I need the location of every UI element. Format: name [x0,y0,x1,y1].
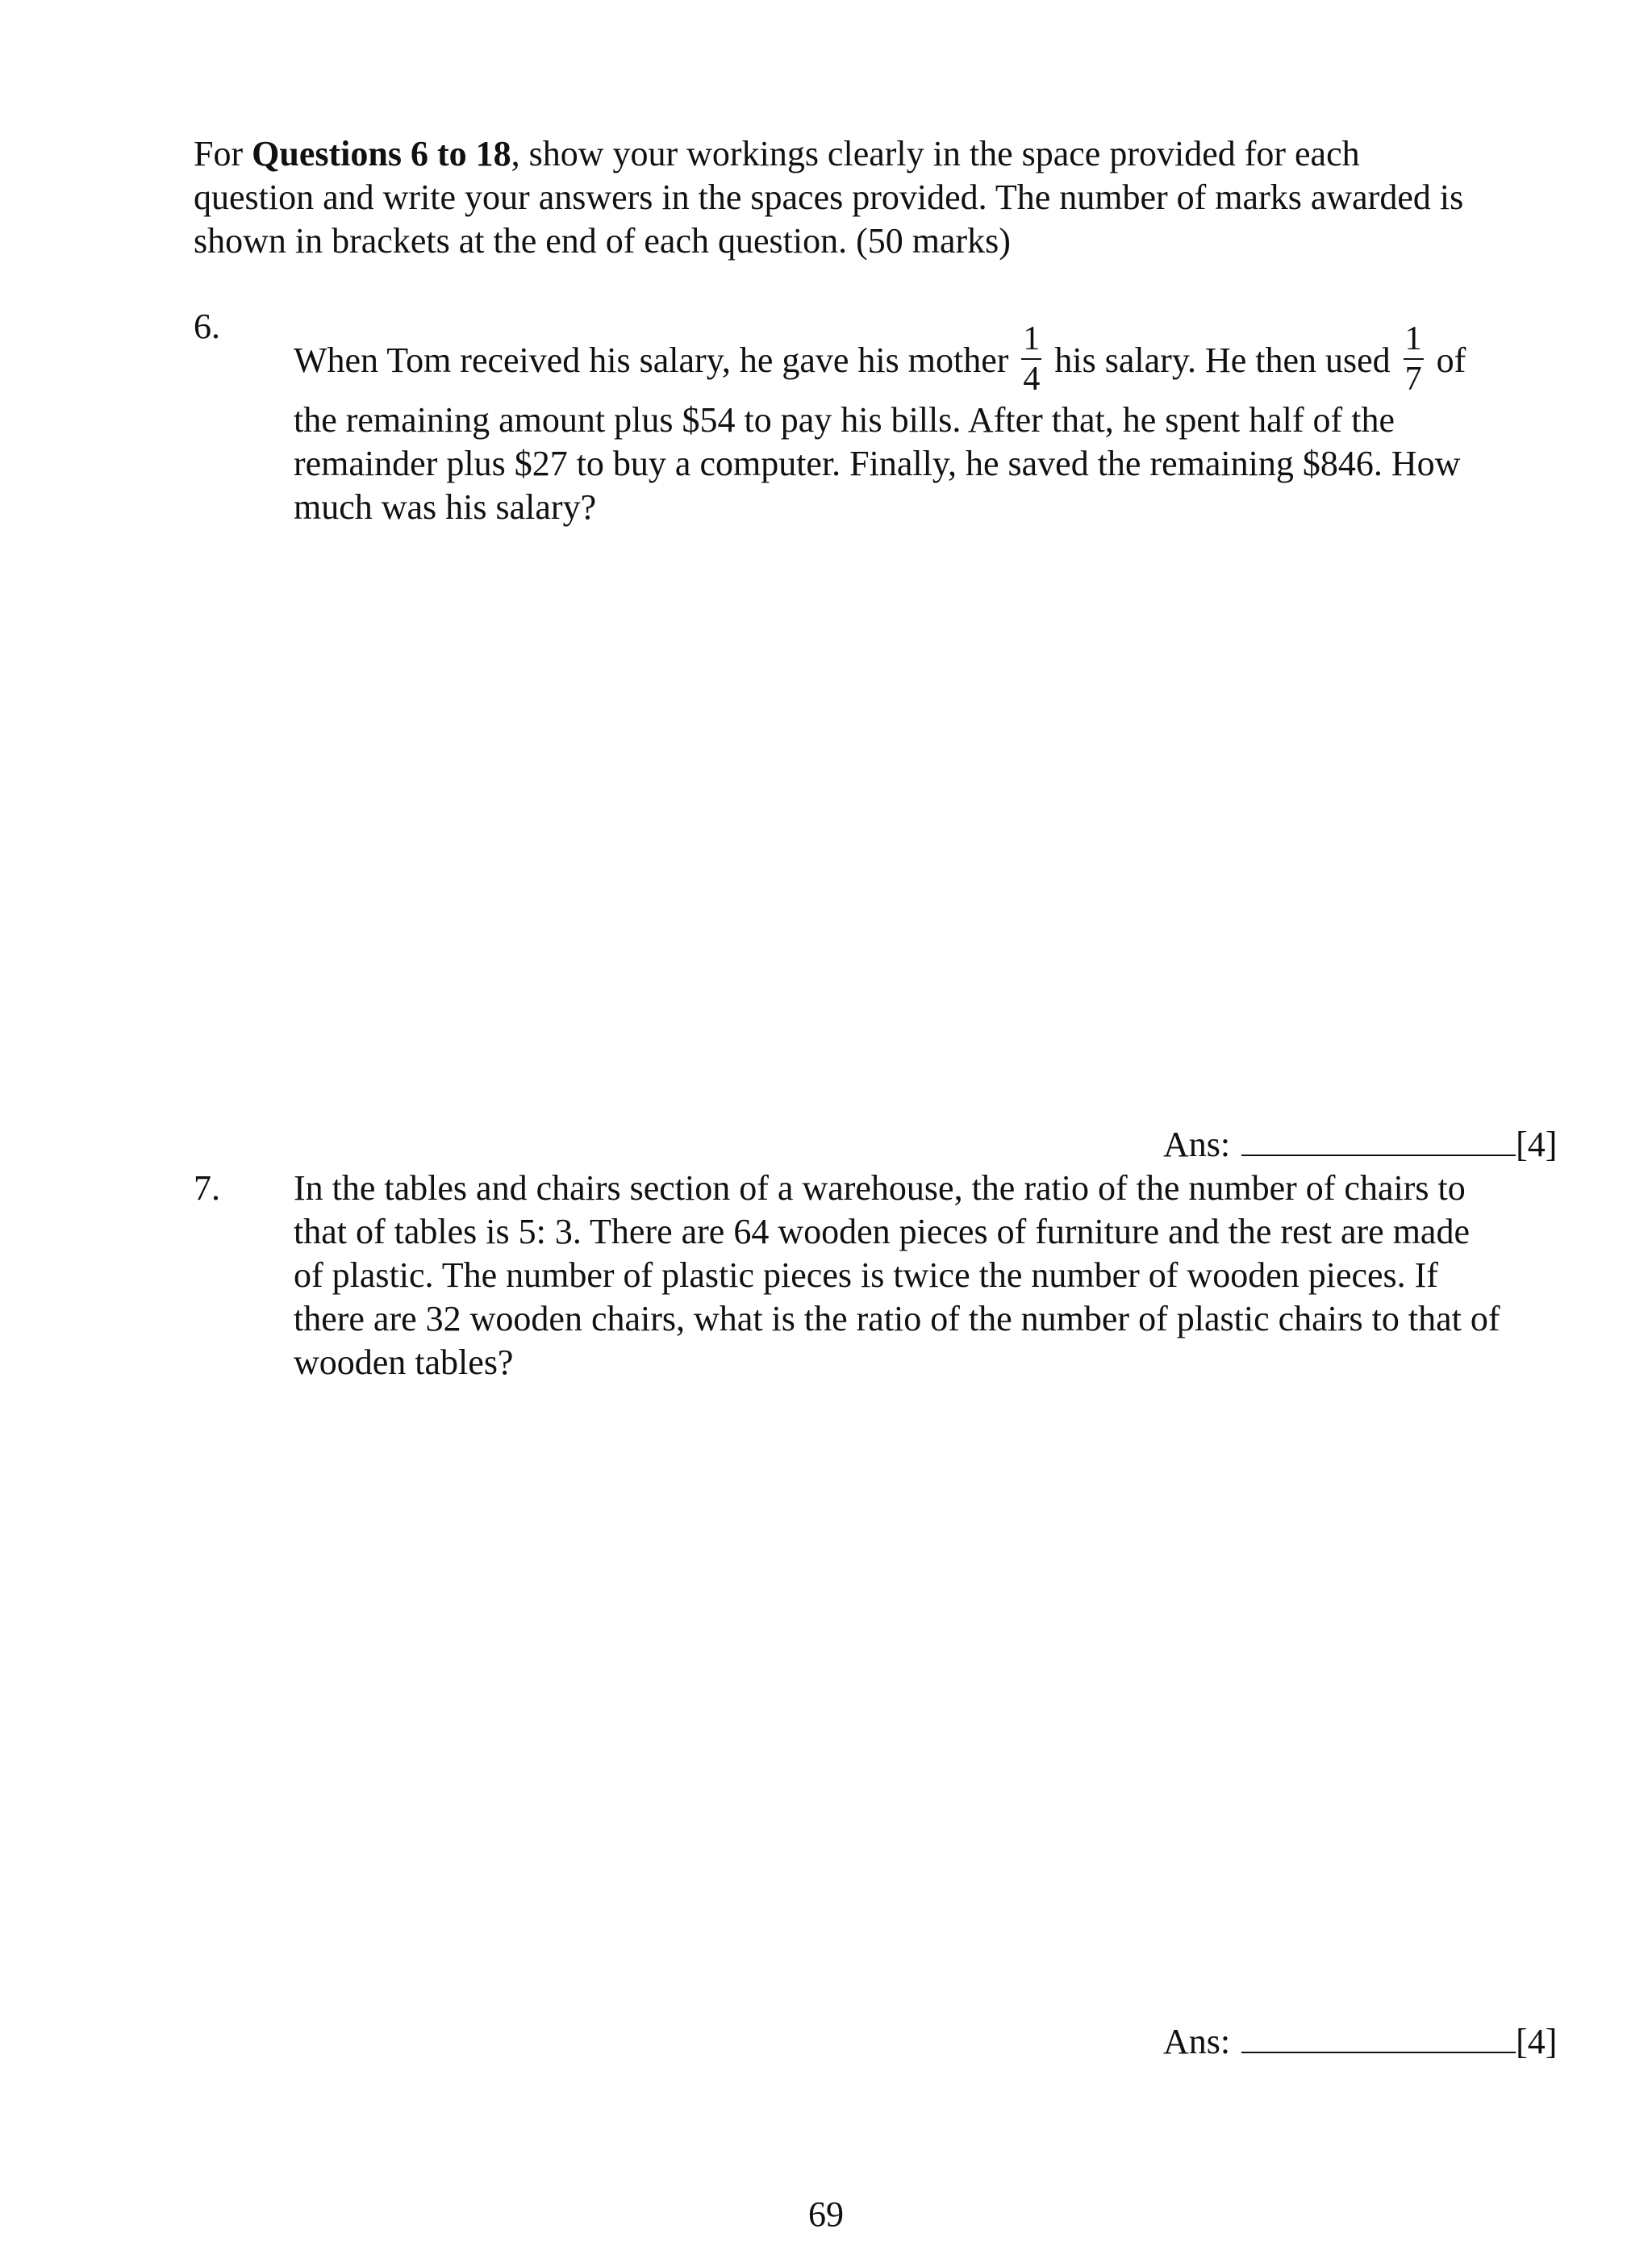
fraction-1-numerator: 1 [1023,320,1041,357]
instructions-prefix: For [194,134,252,173]
fraction-2-denominator: 7 [1404,361,1422,398]
fraction-1-bar [1021,358,1041,360]
instructions-line-3: shown in brackets at the end of each question. (50 marks) [194,221,1011,261]
question-7-line-4: there are 32 wooden chairs, what is the ratio of the number of plastic chairs to that of [294,1299,1500,1338]
question-7-line-1: In the tables and chairs section of a warehouse, the ratio of the number of chairs to [294,1168,1466,1208]
question-6-line-4: much was his salary? [294,487,597,527]
question-6-number: 6. [194,307,220,346]
question-7-line-5: wooden tables? [294,1342,514,1382]
fraction-1-denominator: 4 [1023,361,1041,398]
question-7-marks: [4] [1516,2022,1558,2061]
instructions [194,132,1463,263]
question-7-answer-line [1163,2020,1557,2064]
instructions-line-1-rest: , show your workings clearly in the space provided for each [511,134,1360,173]
question-6-line-3: remainder plus $27 to buy a computer. Finally, he saved the remaining $846. How [294,444,1461,483]
question-6-ans-label: Ans: [1163,1125,1231,1164]
question-7-number: 7. [194,1168,220,1208]
instructions-bold-range: Questions 6 to 18 [252,134,511,173]
question-7-ans-label: Ans: [1163,2022,1231,2061]
instructions-line-1 [194,132,1463,176]
question-6-line-2: the remaining amount plus $54 to pay his bills. After that, he spent half of the [294,400,1395,440]
fraction-one-seventh [1404,321,1424,397]
question-7-line-3: of plastic. The number of plastic pieces is twice the number of wooden pieces. If [294,1255,1438,1295]
question-6-answer-blank[interactable] [1241,1124,1516,1156]
fraction-2-bar [1404,358,1424,360]
fraction-2-numerator: 1 [1404,320,1422,357]
question-6-answer-line [1163,1123,1557,1167]
question-6-text-a: When Tom received his salary, he gave his mother [294,340,1009,381]
instructions-line-2: question and write your answers in the spaces provided. The number of marks awarded is [194,177,1464,217]
question-7-answer-blank[interactable] [1241,2021,1516,2053]
question-6-text-b: his salary. He then used [1054,340,1391,381]
page-number: 69 [808,2194,844,2234]
question-6-line-1 [294,320,1466,402]
fraction-one-quarter [1021,321,1041,397]
question-6-marks: [4] [1516,1125,1558,1164]
question-6-text-c: of [1436,340,1466,381]
question-7-line-2: that of tables is 5: 3. There are 64 wooden pieces of furniture and the rest are made [294,1212,1470,1251]
